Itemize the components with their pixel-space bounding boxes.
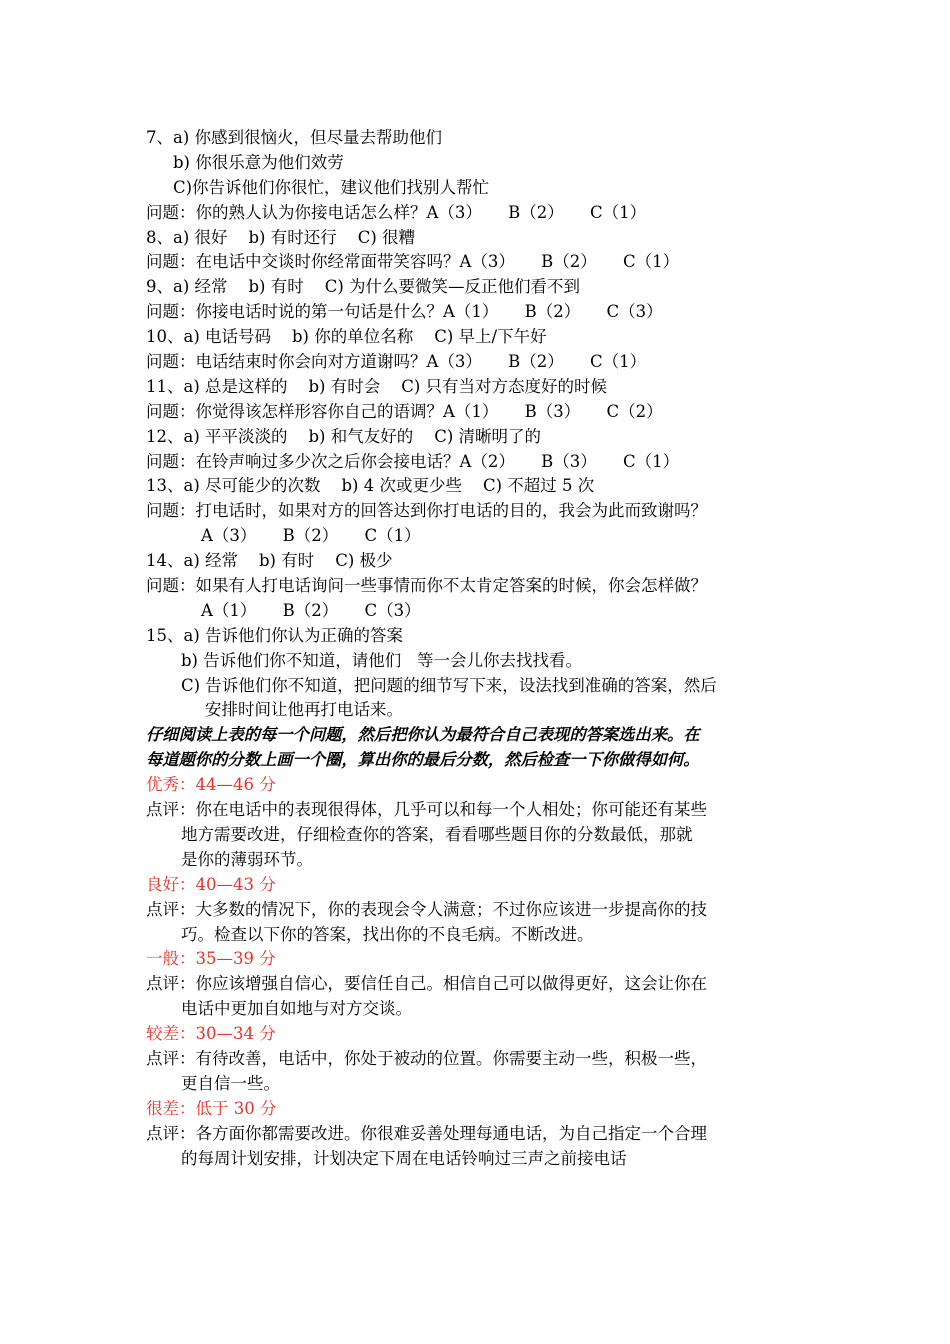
comment-line: 电话中更加自如地与对方交谈。 <box>181 999 412 1019</box>
comment-line: 点评：你应该增强自信心，要信任自己。相信自己可以做得更好，这会让你在 <box>146 974 707 994</box>
comment-line: 的每周计划安排，计划决定下周在电话铃响过三声之前接电话 <box>181 1148 627 1168</box>
option-line: 15、a) 告诉他们你认为正确的答案 <box>146 625 404 645</box>
comment-line: 地方需要改进，仔细检查你的答案，看看哪些题目你的分数最低，那就 <box>181 824 693 844</box>
option-line: 8、a) 很好 b) 有时还行 C) 很糟 <box>146 227 416 247</box>
rating-heading: 优秀：44—46 分 <box>146 775 276 795</box>
option-line: 11、a) 总是这样的 b) 有时会 C) 只有当对方态度好的时候 <box>146 376 608 396</box>
option-line: 安排时间让他再打电话来。 <box>205 700 403 720</box>
document-body <box>146 126 826 1171</box>
question-line: 问题：电话结束时你会向对方道谢吗？A（3） B（2） C（1） <box>146 352 647 372</box>
option-line: 12、a) 平平淡淡的 b) 和气友好的 C) 清晰明了的 <box>146 426 542 446</box>
question-line: 问题：如果有人打电话询问一些事情而你不太肯定答案的时候，你会怎样做？ <box>146 576 707 596</box>
option-line: C)你告诉他们你很忙，建议他们找别人帮忙 <box>173 177 490 197</box>
question-line: 问题：你觉得该怎样形容你自己的语调？A（1） B（3） C（2） <box>146 401 663 421</box>
rating-heading: 良好：40—43 分 <box>146 874 276 894</box>
rating-heading: 很差：低于 30 分 <box>146 1098 277 1118</box>
instruction-line: 每道题你的分数上画一个圈，算出你的最后分数，然后检查一下你做得如何。 <box>146 750 700 770</box>
option-line: b) 你很乐意为他们效劳 <box>173 152 344 172</box>
option-line: 14、a) 经常 b) 有时 C) 极少 <box>146 551 393 571</box>
comment-line: 巧。检查以下你的答案，找出你的不良毛病。不断改进。 <box>181 924 594 944</box>
question-line: 问题：你接电话时说的第一句话是什么？A（1） B（2） C（3） <box>146 302 663 322</box>
score-line: A（1） B（2） C（3） <box>201 600 421 620</box>
option-line: 10、a) 电话号码 b) 你的单位名称 C) 早上/下午好 <box>146 327 547 347</box>
rating-heading: 一般：35—39 分 <box>146 949 276 969</box>
question-line: 问题：打电话时，如果对方的回答达到你打电话的目的，我会为此而致谢吗？ <box>146 501 707 521</box>
comment-line: 更自信一些。 <box>181 1073 280 1093</box>
option-line: b) 告诉他们你不知道，请他们 等一会儿你去找找看。 <box>181 650 582 670</box>
option-line: 9、a) 经常 b) 有时 C) 为什么要微笑—反正他们看不到 <box>146 277 581 297</box>
comment-line: 是你的薄弱环节。 <box>181 849 313 869</box>
question-line: 问题：在电话中交谈时你经常面带笑容吗？A（3） B（2） C（1） <box>146 252 680 272</box>
question-line: 问题：在铃声响过多少次之后你会接电话？A（2） B（3） C（1） <box>146 451 680 471</box>
option-line: C) 告诉他们你不知道，把问题的细节写下来，设法找到准确的答案，然后 <box>181 675 717 695</box>
question-line: 问题：你的熟人认为你接电话怎么样？A（3） B（2） C（1） <box>146 202 647 222</box>
comment-line: 点评：有待改善，电话中，你处于被动的位置。你需要主动一些，积极一些， <box>146 1048 707 1068</box>
score-line: A（3） B（2） C（1） <box>201 526 421 546</box>
option-line: 7、a) 你感到很恼火，但尽量去帮助他们 <box>146 128 443 147</box>
comment-line: 点评：大多数的情况下，你的表现会令人满意；不过你应该进一步提高你的技 <box>146 899 707 919</box>
comment-line: 点评：各方面你都需要改进。你很难妥善处理每通电话，为自己指定一个合理 <box>146 1123 707 1143</box>
instruction-line: 仔细阅读上表的每一个问题，然后把你认为最符合自己表现的答案选出来。在 <box>146 725 700 745</box>
comment-line: 点评：你在电话中的表现很得体，几乎可以和每一个人相处；你可能还有某些 <box>146 800 707 820</box>
rating-heading: 较差：30—34 分 <box>146 1024 276 1044</box>
option-line: 13、a) 尽可能少的次数 b) 4 次或更少些 C) 不超过 5 次 <box>146 476 595 496</box>
